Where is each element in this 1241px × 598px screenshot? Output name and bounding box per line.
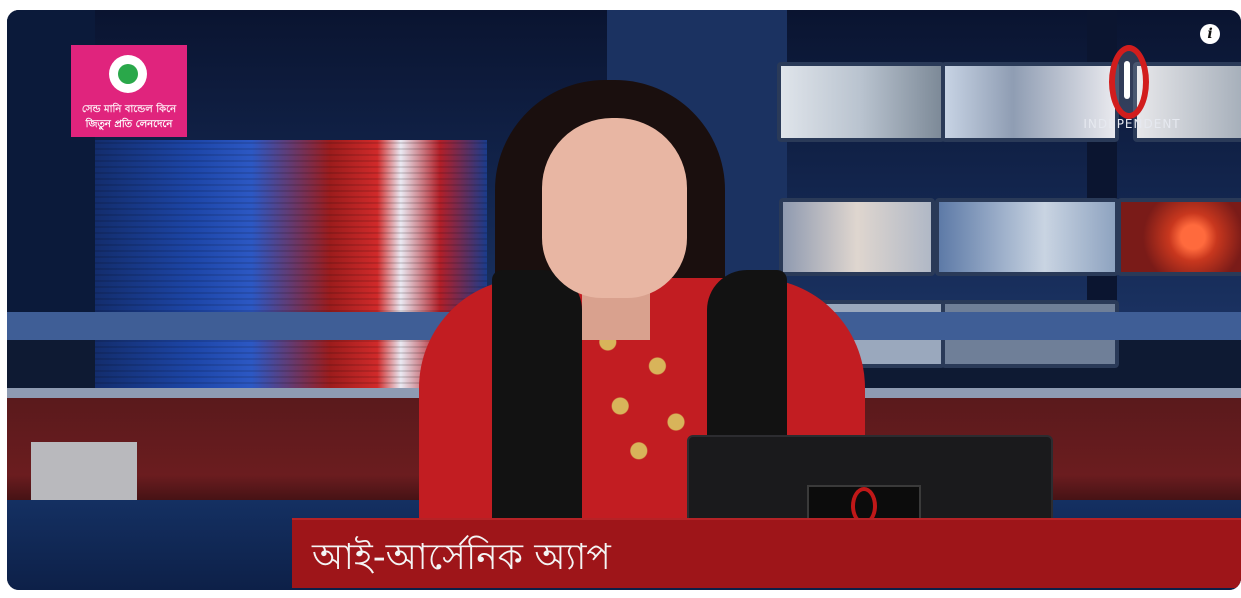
info-icon[interactable]: i [1200,24,1220,44]
studio-prop [31,442,137,500]
sponsor-line-2: জিতুন প্রতি লেনদেনে [85,119,173,130]
sponsor-line-1: সেন্ড মানি বান্ডেল কিনে [81,104,177,115]
lower-third-banner [292,518,1241,588]
channel-name: INDEPENDENT [1083,117,1181,131]
studio-monitor [1117,198,1241,276]
channel-mark-icon [1109,45,1149,119]
anchor-scarf [492,270,582,530]
video-player[interactable] [7,10,1241,590]
channel-logo [1067,45,1197,137]
studio-monitor [935,198,1119,276]
bkash-bundle-icon [109,55,147,93]
lower-third-headline: আই-আর্সেনিক অ্যাপ [312,537,611,578]
sponsor-logo [71,45,187,137]
anchor-face [542,118,687,298]
